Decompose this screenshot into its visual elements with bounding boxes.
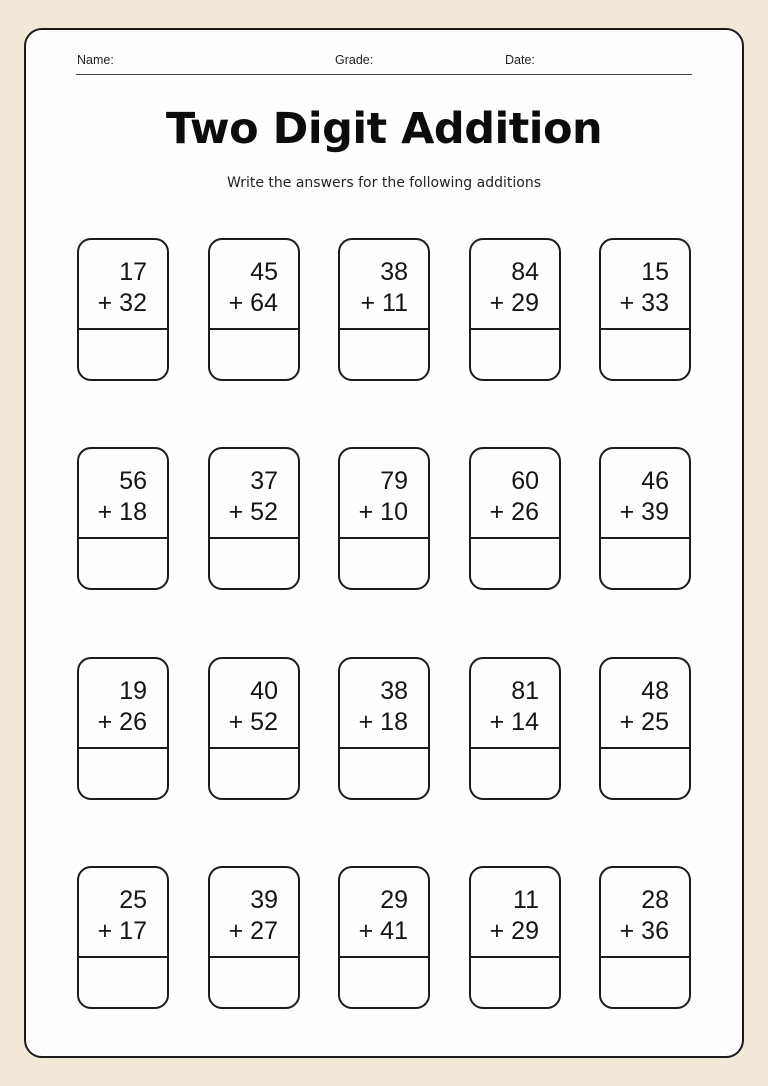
addend-top: 17	[119, 258, 147, 286]
addition-problem	[340, 676, 408, 738]
problem-card	[208, 447, 300, 590]
problem-card	[77, 238, 169, 381]
problem-card	[469, 238, 561, 381]
addend-bottom: + 25	[619, 708, 669, 736]
addend-bottom: + 14	[489, 708, 539, 736]
problem-card	[77, 447, 169, 590]
addition-problem	[79, 676, 147, 738]
addend-top: 45	[250, 258, 278, 286]
answer-box[interactable]	[210, 749, 298, 798]
problem-card	[469, 657, 561, 800]
problem-card	[77, 657, 169, 800]
addition-problem	[340, 257, 408, 319]
answer-box[interactable]	[340, 330, 428, 379]
addend-bottom: + 36	[619, 917, 669, 945]
addition-problem	[471, 885, 539, 947]
addend-top: 15	[641, 258, 669, 286]
answer-box[interactable]	[601, 330, 689, 379]
addend-bottom: + 29	[489, 289, 539, 317]
addition-problem	[210, 676, 278, 738]
addend-bottom: + 52	[228, 498, 278, 526]
addition-problem	[471, 257, 539, 319]
answer-box[interactable]	[340, 539, 428, 588]
addend-bottom: + 18	[358, 708, 408, 736]
addend-top: 40	[250, 677, 278, 705]
problem-card	[599, 657, 691, 800]
addition-problem	[601, 885, 669, 947]
addend-top: 11	[513, 886, 539, 914]
answer-box[interactable]	[210, 539, 298, 588]
addend-top: 37	[250, 467, 278, 495]
addition-problem	[471, 676, 539, 738]
answer-box[interactable]	[471, 539, 559, 588]
addition-problem	[340, 885, 408, 947]
problem-card	[599, 447, 691, 590]
answer-box[interactable]	[210, 958, 298, 1007]
answer-box[interactable]	[340, 958, 428, 1007]
addend-top: 79	[380, 467, 408, 495]
addend-top: 48	[641, 677, 669, 705]
addend-bottom: + 39	[619, 498, 669, 526]
addition-problem	[601, 257, 669, 319]
answer-box[interactable]	[210, 330, 298, 379]
problem-card	[77, 866, 169, 1009]
problem-card	[208, 657, 300, 800]
problem-card	[338, 447, 430, 590]
date-label: Date:	[505, 53, 535, 67]
addend-top: 81	[511, 677, 539, 705]
addition-problem	[210, 257, 278, 319]
addend-bottom: + 18	[97, 498, 147, 526]
addend-top: 19	[119, 677, 147, 705]
grade-label: Grade:	[335, 53, 374, 67]
addition-problem	[79, 885, 147, 947]
addition-problem	[601, 466, 669, 528]
problem-card	[599, 238, 691, 381]
addition-problem	[210, 466, 278, 528]
addition-problem	[79, 466, 147, 528]
addend-bottom: + 52	[228, 708, 278, 736]
addend-top: 60	[511, 467, 539, 495]
addition-problem	[471, 466, 539, 528]
answer-box[interactable]	[79, 958, 167, 1007]
addend-bottom: + 41	[358, 917, 408, 945]
addend-bottom: + 17	[97, 917, 147, 945]
problem-card	[469, 866, 561, 1009]
problem-card	[599, 866, 691, 1009]
addition-problem	[601, 676, 669, 738]
answer-box[interactable]	[601, 958, 689, 1007]
student-info-line	[76, 52, 692, 75]
addend-top: 39	[250, 886, 278, 914]
addend-bottom: + 32	[97, 289, 147, 317]
addend-top: 29	[380, 886, 408, 914]
answer-box[interactable]	[79, 749, 167, 798]
answer-box[interactable]	[471, 749, 559, 798]
addition-problem	[340, 466, 408, 528]
answer-box[interactable]	[471, 958, 559, 1007]
addend-bottom: + 11	[360, 289, 408, 317]
addend-bottom: + 29	[489, 917, 539, 945]
problem-card	[338, 657, 430, 800]
problem-card	[469, 447, 561, 590]
addend-bottom: + 27	[228, 917, 278, 945]
addend-bottom: + 10	[358, 498, 408, 526]
addend-top: 38	[380, 677, 408, 705]
answer-box[interactable]	[471, 330, 559, 379]
addition-problem	[210, 885, 278, 947]
problem-card	[208, 866, 300, 1009]
addend-top: 46	[641, 467, 669, 495]
addend-top: 56	[119, 467, 147, 495]
answer-box[interactable]	[79, 330, 167, 379]
addend-bottom: + 33	[619, 289, 669, 317]
addend-top: 28	[641, 886, 669, 914]
addition-problem	[79, 257, 147, 319]
addend-top: 25	[119, 886, 147, 914]
problem-card	[208, 238, 300, 381]
page-title: Two Digit Addition	[165, 104, 603, 154]
name-label: Name:	[77, 53, 114, 67]
problem-card	[338, 238, 430, 381]
answer-box[interactable]	[79, 539, 167, 588]
addend-bottom: + 64	[228, 289, 278, 317]
instructions: Write the answers for the following additions	[226, 175, 541, 191]
addend-top: 38	[380, 258, 408, 286]
answer-box[interactable]	[340, 749, 428, 798]
answer-box[interactable]	[601, 539, 689, 588]
problem-card	[338, 866, 430, 1009]
addend-top: 84	[511, 258, 539, 286]
addend-bottom: + 26	[489, 498, 539, 526]
addend-bottom: + 26	[97, 708, 147, 736]
answer-box[interactable]	[601, 749, 689, 798]
